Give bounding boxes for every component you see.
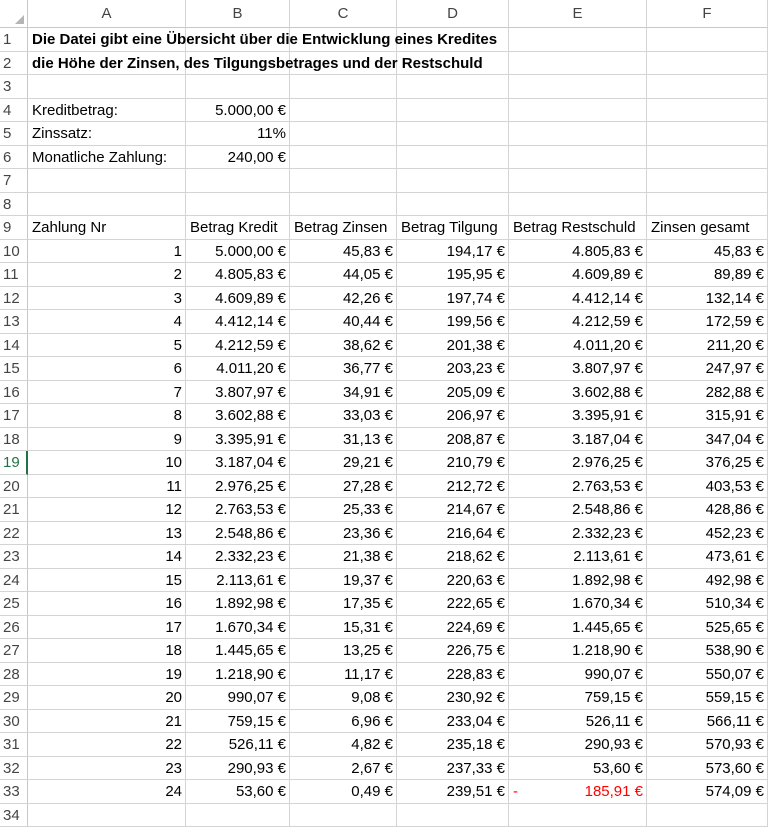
column-header-b[interactable]: B [186,0,290,28]
table-cell-r15-c2: 2.113,61 € [216,571,286,589]
row-header-8[interactable]: 8 [0,193,28,217]
cell-b8[interactable] [186,193,290,217]
table-cell-r5-c3: 38,62 € [342,336,393,354]
cell-c7[interactable] [290,169,397,193]
table-cell-r22-c5: 290,93 € [584,736,643,753]
table-cell-r2-c6: 89,89 € [713,266,764,283]
table-cell-r1-c2: 5.000,00 € [215,242,286,260]
table-cell-r1-c1: 1 [173,242,182,260]
table-cell-r18-c1: 18 [165,642,182,659]
table-cell-r10-c6: 376,25 € [705,454,764,471]
table-cell-r14-c6: 473,61 € [705,548,764,565]
table-cell-r11-c6: 403,53 € [705,477,764,495]
row-header-5[interactable]: 5 [0,122,28,146]
value-zinssatz: 11% [257,125,286,142]
row-header-12[interactable]: 12 [0,287,28,311]
column-header-e[interactable]: E [509,0,647,28]
table-cell-r3-c4: 197,74 € [446,289,505,307]
table-cell-r24-c4: 239,51 € [446,783,505,800]
table-cell-r24-c5: 185,91 € - [509,780,647,804]
table-cell-r6-c5: 3.807,97 € [572,360,643,377]
table-cell-r5-c5: 4.011,20 € [573,336,643,354]
row-header-3[interactable]: 3 [0,75,28,99]
table-cell-r19-c2: 1.218,90 € [215,665,286,683]
cell-e2[interactable] [509,52,647,76]
cell-e8[interactable] [509,193,647,217]
cell-f8[interactable] [647,193,768,217]
table-cell-r17-c1: 17 [165,618,182,636]
table-cell-r16-c1: 16 [165,595,182,612]
table-cell-r6-c2: 4.011,20 € [216,360,286,377]
cell-f6[interactable] [647,146,768,170]
cell-d4[interactable] [397,99,509,123]
table-cell-r23-c3: 2,67 € [351,759,393,777]
table-cell-r5-c1: 5 [173,336,182,354]
table-cell-r3-c2: 4.609,89 € [215,289,286,307]
table-cell-r10-c1: 10 [165,454,182,471]
table-header-1: Betrag Kredit [190,219,278,236]
column-header-a[interactable]: A [28,0,186,28]
table-cell-r6-c1: 6 [173,360,182,377]
cell-e34[interactable] [509,804,647,828]
table-cell-r17-c6: 525,65 € [705,618,764,636]
cell-b7[interactable] [186,169,290,193]
table-cell-r10-c3: 29,21 € [342,454,393,471]
table-cell-r17-c2: 1.670,34 € [215,618,286,636]
table-cell-r17-c4: 224,69 € [446,618,505,636]
table-cell-r20-c3: 9,08 € [351,689,393,706]
table-cell-r21-c4: 233,04 € [446,712,505,730]
cell-c34[interactable] [290,804,397,828]
table-cell-r8-c4: 206,97 € [446,407,505,424]
table-cell-r7-c6: 282,88 € [705,383,764,401]
table-cell-r13-c2: 2.548,86 € [215,524,286,542]
row-header-6[interactable]: 6 [0,146,28,170]
table-cell-r14-c3: 21,38 € [342,548,393,565]
table-cell-r8-c5: 3.395,91 € [572,407,643,424]
table-cell-r24-c6: 574,09 € [705,783,764,800]
row-header-10[interactable]: 10 [0,240,28,264]
table-header-2: Betrag Zinsen [294,219,388,236]
row-header-18[interactable]: 18 [0,428,28,452]
table-cell-r5-c6: 211,20 € [706,336,764,354]
table-cell-r3-c5: 4.412,14 € [572,289,643,307]
table-cell-r8-c3: 33,03 € [342,407,393,424]
table-cell-r23-c2: 290,93 € [227,759,286,777]
table-cell-r18-c4: 226,75 € [446,642,505,659]
table-cell-r3-c6: 132,14 € [705,289,764,307]
table-cell-r19-c4: 228,83 € [446,665,505,683]
table-cell-r5-c4: 201,38 € [446,336,505,354]
table-cell-r6-c3: 36,77 € [342,360,393,377]
table-cell-r2-c2: 4.805,83 € [215,266,286,283]
table-cell-r7-c2: 3.807,97 € [215,383,286,401]
cell-a7[interactable] [28,169,186,193]
table-cell-r11-c5: 2.763,53 € [572,477,643,495]
table-cell-r14-c1: 14 [165,548,182,565]
row-header-22[interactable]: 22 [0,522,28,546]
cell-a34[interactable] [28,804,186,828]
table-cell-r12-c4: 214,67 € [446,501,505,518]
table-cell-r1-c4: 194,17 € [446,242,505,260]
table-cell-r13-c6: 452,23 € [705,524,764,542]
table-cell-r20-c6: 559,15 € [705,689,764,706]
table-header-5: Zinsen gesamt [651,219,750,236]
table-cell-r13-c3: 23,36 € [342,524,393,542]
table-cell-r11-c2: 2.976,25 € [215,477,286,495]
negative-sign: - [513,783,518,800]
table-cell-r10-c4: 210,79 € [446,454,505,471]
table-cell-r16-c6: 510,34 € [705,595,764,612]
table-cell-r7-c5: 3.602,88 € [572,383,643,401]
table-cell-r19-c3: 11,17 € [344,665,393,683]
table-header-3: Betrag Tilgung [401,219,498,236]
table-cell-r10-c2: 3.187,04 € [215,454,286,471]
cell-f34[interactable] [647,804,768,828]
cell-b34[interactable] [186,804,290,828]
table-cell-r19-c1: 19 [165,665,182,683]
table-cell-r12-c3: 25,33 € [342,501,393,518]
table-cell-r9-c3: 31,13 € [342,430,393,448]
row-header-17[interactable]: 17 [0,404,28,428]
cell-d7[interactable] [397,169,509,193]
table-cell-r16-c2: 1.892,98 € [215,595,286,612]
table-cell-r1-c5: 4.805,83 € [572,242,643,260]
table-cell-r18-c2: 1.445,65 € [215,642,286,659]
table-cell-r3-c3: 42,26 € [342,289,393,307]
table-cell-r9-c2: 3.395,91 € [215,430,286,448]
column-header-f[interactable]: F [647,0,768,28]
row-header-1[interactable]: 1 [0,28,28,52]
table-cell-r15-c6: 492,98 € [705,571,764,589]
row-header-26[interactable]: 26 [0,616,28,640]
table-cell-r7-c1: 7 [173,383,182,401]
cell-c5[interactable] [290,122,397,146]
cell-f4[interactable] [647,99,768,123]
label-zinssatz: Zinssatz: [32,125,93,142]
table-cell-r8-c1: 8 [173,407,182,424]
value-monatliche-zahlung: 240,00 € [227,148,286,166]
table-cell-r18-c3: 13,25 € [342,642,393,659]
table-cell-r20-c5: 759,15 € [584,689,643,706]
cell-f2[interactable] [647,52,768,76]
table-cell-r11-c1: 11 [166,477,182,495]
table-cell-r8-c6: 315,91 € [705,407,764,424]
table-cell-r24-c1: 24 [165,783,182,800]
row-header-15[interactable]: 15 [0,357,28,381]
cell-f3[interactable] [647,75,768,99]
row-header-21[interactable]: 21 [0,498,28,522]
table-cell-r15-c4: 220,63 € [446,571,505,589]
row-header-24[interactable]: 24 [0,569,28,593]
row-header-19[interactable]: 19 [0,451,28,475]
table-cell-r9-c6: 347,04 € [705,430,764,448]
row-header-32[interactable]: 32 [0,757,28,781]
table-cell-r17-c3: 15,31 € [342,618,393,636]
cell-d8[interactable] [397,193,509,217]
cell-c3[interactable] [290,75,397,99]
table-cell-r22-c4: 235,18 € [446,736,505,753]
table-cell-r14-c2: 2.332,23 € [215,548,286,565]
cell-f5[interactable] [647,122,768,146]
table-cell-r2-c5: 4.609,89 € [572,266,643,283]
table-cell-r20-c2: 990,07 € [227,689,286,706]
cell-d6[interactable] [397,146,509,170]
table-cell-r12-c6: 428,86 € [705,501,764,518]
title-line-1: Die Datei gibt eine Übersicht über die Entwicklung eines Kredites [32,31,498,48]
cell-b3[interactable] [186,75,290,99]
table-cell-r22-c3: 4,82 € [351,736,393,753]
table-cell-r6-c4: 203,23 € [446,360,505,377]
value-kreditbetrag: 5.000,00 € [215,101,286,119]
table-cell-r23-c6: 573,60 € [705,759,764,777]
table-cell-r16-c5: 1.670,34 € [572,595,643,612]
table-cell-r21-c1: 21 [165,712,182,730]
column-header-d[interactable]: D [397,0,509,28]
row-header-20[interactable]: 20 [0,475,28,499]
table-cell-r10-c5: 2.976,25 € [572,454,643,471]
row-header-14[interactable]: 14 [0,334,28,358]
cell-c6[interactable] [290,146,397,170]
table-cell-r14-c5: 2.113,61 € [573,548,643,565]
row-header-7[interactable]: 7 [0,169,28,193]
table-cell-r1-c6: 45,83 € [713,242,764,260]
table-cell-r22-c2: 526,11 € [228,736,286,753]
column-header-c[interactable]: C [290,0,397,28]
table-cell-r12-c2: 2.763,53 € [215,501,286,518]
table-cell-r22-c1: 22 [165,736,182,753]
row-header-28[interactable]: 28 [0,663,28,687]
cell-e6[interactable] [509,146,647,170]
cell-d5[interactable] [397,122,509,146]
table-cell-r11-c4: 212,72 € [446,477,505,495]
table-cell-r23-c4: 237,33 € [446,759,505,777]
table-cell-r13-c5: 2.332,23 € [572,524,643,542]
cell-e1[interactable] [509,28,647,52]
table-cell-r9-c1: 9 [173,430,182,448]
table-cell-r4-c5: 4.212,59 € [572,313,643,330]
cell-f1[interactable] [647,28,768,52]
table-cell-r12-c5: 2.548,86 € [572,501,643,518]
cell-d34[interactable] [397,804,509,828]
cell-d3[interactable] [397,75,509,99]
table-cell-r12-c1: 12 [165,501,182,518]
row-header-30[interactable]: 30 [0,710,28,734]
table-cell-r7-c4: 205,09 € [446,383,505,401]
table-cell-r15-c1: 15 [165,571,182,589]
row-header-31[interactable]: 31 [0,733,28,757]
table-cell-r15-c5: 1.892,98 € [572,571,643,589]
table-cell-r17-c5: 1.445,65 € [572,618,643,636]
table-cell-r21-c6: 566,11 € [706,712,764,730]
table-cell-r19-c5: 990,07 € [584,665,643,683]
table-cell-r8-c2: 3.602,88 € [215,407,286,424]
table-cell-r20-c4: 230,92 € [446,689,505,706]
table-cell-r15-c3: 19,37 € [342,571,393,589]
row-header-27[interactable]: 27 [0,639,28,663]
row-header-4[interactable]: 4 [0,99,28,123]
table-cell-r1-c3: 45,83 € [342,242,393,260]
table-cell-r4-c2: 4.412,14 € [215,313,286,330]
table-cell-r24-c3: 0,49 € [351,783,393,800]
table-cell-r9-c4: 208,87 € [446,430,505,448]
cell-a8[interactable] [28,193,186,217]
table-header-4: Betrag Restschuld [513,219,636,236]
select-all-icon [15,15,24,24]
label-monatliche-zahlung: Monatliche Zahlung: [32,148,168,166]
row-header-34[interactable]: 34 [0,804,28,828]
row-header-33[interactable]: 33 [0,780,28,804]
table-cell-r9-c5: 3.187,04 € [572,430,643,448]
cell-e4[interactable] [509,99,647,123]
table-cell-r19-c6: 550,07 € [705,665,764,683]
row-header-25[interactable]: 25 [0,592,28,616]
table-cell-r21-c5: 526,11 € [585,712,643,730]
table-cell-r20-c1: 20 [165,689,182,706]
table-cell-r2-c4: 195,95 € [446,266,505,283]
title-line-2: die Höhe der Zinsen, des Tilgungsbetrages und der Restschuld [32,54,483,72]
table-cell-r23-c5: 53,60 € [592,759,643,777]
cell-c4[interactable] [290,99,397,123]
table-cell-r13-c4: 216,64 € [446,524,505,542]
table-cell-r16-c4: 222,65 € [446,595,505,612]
cell-f7[interactable] [647,169,768,193]
table-cell-r18-c5: 1.218,90 € [572,642,643,659]
select-all-corner[interactable] [0,0,28,28]
table-cell-r21-c2: 759,15 € [227,712,286,730]
table-cell-r4-c3: 40,44 € [342,313,393,330]
row-header-23[interactable]: 23 [0,545,28,569]
cell-a3[interactable] [28,75,186,99]
table-cell-r4-c4: 199,56 € [446,313,505,330]
cell-e7[interactable] [509,169,647,193]
row-header-2[interactable]: 2 [0,52,28,76]
table-cell-r22-c6: 570,93 € [705,736,764,753]
table-header-0: Zahlung Nr [32,219,107,236]
table-cell-r2-c3: 44,05 € [342,266,393,283]
cell-c8[interactable] [290,193,397,217]
table-cell-r6-c6: 247,97 € [705,360,764,377]
table-cell-r24-c2: 53,60 € [235,783,286,800]
table-cell-r13-c1: 13 [165,524,182,542]
table-cell-r23-c1: 23 [165,759,182,777]
label-kreditbetrag: Kreditbetrag: [32,101,118,119]
table-cell-r3-c1: 3 [173,289,182,307]
row-header-9[interactable]: 9 [0,216,28,240]
row-header-29[interactable]: 29 [0,686,28,710]
table-cell-r16-c3: 17,35 € [342,595,393,612]
table-cell-r18-c6: 538,90 € [705,642,764,659]
table-cell-r21-c3: 6,96 € [351,712,393,730]
table-cell-r4-c1: 4 [173,313,182,330]
table-cell-r5-c2: 4.212,59 € [215,336,286,354]
cell-e3[interactable] [509,75,647,99]
table-cell-r4-c6: 172,59 € [705,313,764,330]
table-cell-r2-c1: 2 [173,266,182,283]
row-header-16[interactable]: 16 [0,381,28,405]
row-header-11[interactable]: 11 [0,263,28,287]
table-cell-r14-c4: 218,62 € [446,548,505,565]
cell-e5[interactable] [509,122,647,146]
table-cell-r11-c3: 27,28 € [342,477,393,495]
row-header-13[interactable]: 13 [0,310,28,334]
table-cell-r7-c3: 34,91 € [342,383,393,401]
